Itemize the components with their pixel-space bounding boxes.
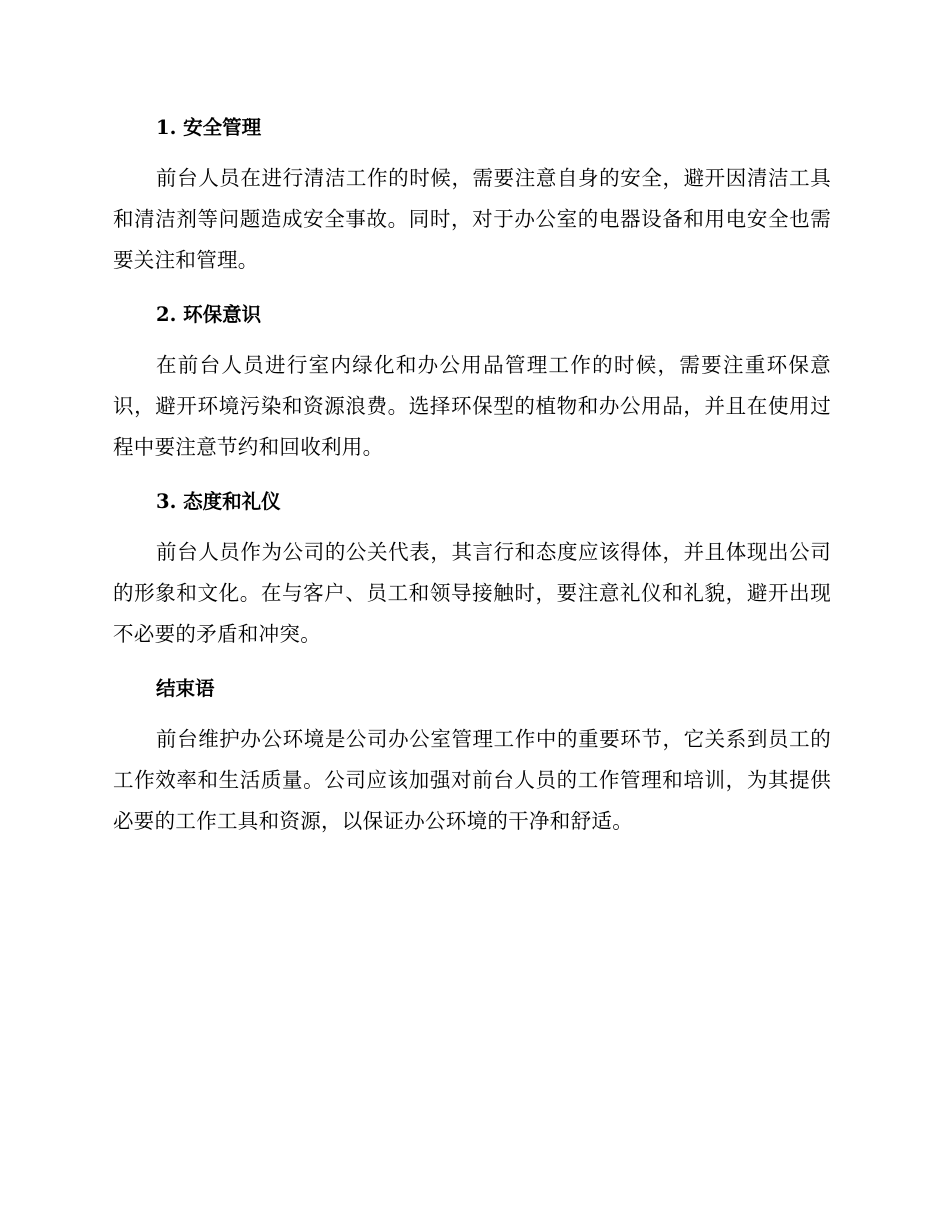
section-heading: 1. 安全管理 [156, 116, 262, 139]
section-paragraph: 前台人员作为公司的公关代表，其言行和态度应该得体，并且体现出公司的形象和文化。在与客户、员工和领导接触时，要注意礼仪和礼貌，避开出现不必要的矛盾和冲突。 [113, 540, 831, 646]
section-paragraph: 前台人员在进行清洁工作的时候，需要注意自身的安全，避开因清洁工具和清洁剂等问题造成安全事故。同时，对于办公室的电器设备和用电安全也需要关注和管理。 [113, 166, 831, 272]
section-paragraph: 在前台人员进行室内绿化和办公用品管理工作的时候，需要注重环保意识，避开环境污染和资源浪费。选择环保型的植物和办公用品，并且在使用过程中要注意节约和回收利用。 [113, 353, 831, 459]
section-safety-management [113, 108, 831, 281]
section-paragraph: 前台维护办公环境是公司办公室管理工作中的重要环节，它关系到员工的工作效率和生活质量。公司应该加强对前台人员的工作管理和培训，为其提供必要的工作工具和资源，以保证办公环境的干净和舒适。 [113, 727, 831, 833]
section-conclusion [113, 669, 831, 842]
section-attitude-etiquette [113, 482, 831, 655]
section-heading: 2. 环保意识 [156, 303, 262, 326]
section-environmental-awareness [113, 295, 831, 468]
section-heading: 3. 态度和礼仪 [156, 490, 281, 513]
document-body [113, 108, 831, 842]
section-heading: 结束语 [156, 677, 215, 700]
